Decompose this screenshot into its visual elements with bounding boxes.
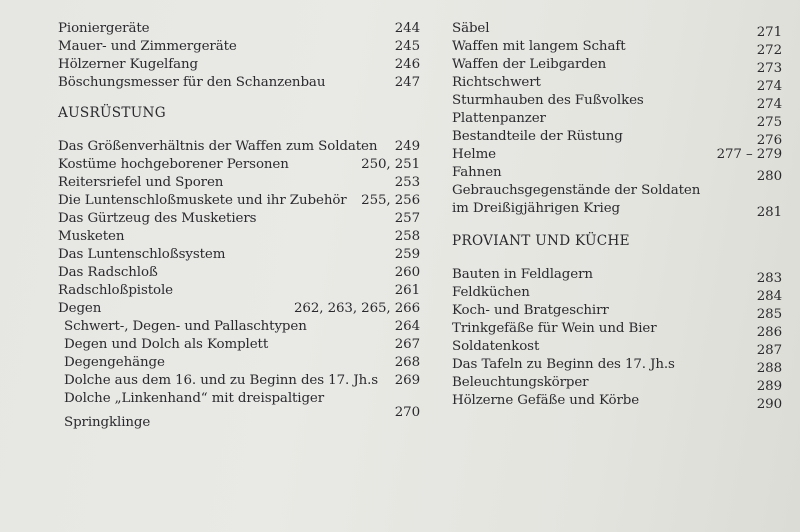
toc-entry <box>452 128 782 146</box>
toc-entry <box>58 20 420 38</box>
entry-title: Radschloßpistole <box>58 283 174 298</box>
entry-page: 281 <box>756 205 782 220</box>
entry-page: 276 <box>756 133 782 148</box>
entry-title: Böschungsmesser für den Schanzenbau <box>58 75 326 90</box>
entry-title: Koch- und Bratgeschirr <box>452 303 609 318</box>
toc-entry <box>58 38 420 56</box>
entry-page: 277 – 279 <box>716 147 782 162</box>
toc-entry <box>58 156 420 174</box>
entry-page: 264 <box>394 319 420 334</box>
toc-entry <box>58 318 420 336</box>
entry-title: Hölzerne Gefäße und Körbe <box>452 393 640 408</box>
entry-title: Das Radschloß <box>58 265 158 280</box>
entry-page: 249 <box>394 139 420 154</box>
toc-section-proviant <box>452 266 782 410</box>
toc-entry <box>58 210 420 228</box>
entry-page: 274 <box>756 97 782 112</box>
entry-title: Pioniergeräte <box>58 21 150 36</box>
entry-title: Degengehänge <box>64 355 165 370</box>
entry-page: 245 <box>394 39 420 54</box>
entry-title: Degen <box>58 301 102 316</box>
section-heading-ausruestung: AUSRÜSTUNG <box>58 105 166 121</box>
toc-column-left <box>58 20 420 430</box>
entry-page: 260 <box>394 265 420 280</box>
entry-page: 288 <box>756 361 782 376</box>
entry-title: Waffen der Leibgarden <box>452 57 607 72</box>
entry-page: 253 <box>394 175 420 190</box>
toc-entry <box>452 356 782 374</box>
toc-entry <box>58 282 420 300</box>
entry-title: Das Gürtzeug des Musketiers <box>58 211 257 226</box>
toc-entry <box>452 284 782 302</box>
entry-title-line2: Springklinge <box>64 415 151 430</box>
entry-page: 285 <box>756 307 782 322</box>
toc-entry <box>58 138 420 156</box>
entry-title: Mauer- und Zimmergeräte <box>58 39 237 54</box>
entry-title: Fahnen <box>452 165 502 180</box>
entry-page: 250, 251 <box>361 157 420 172</box>
toc-entry <box>452 374 782 392</box>
entry-page: 280 <box>756 169 782 184</box>
entry-page: 287 <box>756 343 782 358</box>
entry-title: Die Luntenschloßmuskete und ihr Zubehör <box>58 193 347 208</box>
entry-page: 271 <box>756 25 782 40</box>
toc-entry <box>452 164 782 182</box>
toc-entry <box>58 56 420 74</box>
entry-title: Das Luntenschloßsystem <box>58 247 226 262</box>
entry-page: 273 <box>756 61 782 76</box>
entry-page: 286 <box>756 325 782 340</box>
entry-page: 283 <box>756 271 782 286</box>
toc-entry <box>58 74 420 92</box>
toc-entry <box>58 264 420 282</box>
toc-entry <box>452 20 782 38</box>
entry-page: 289 <box>756 379 782 394</box>
entry-title: Soldatenkost <box>452 339 540 354</box>
entry-title: Plattenpanzer <box>452 111 546 126</box>
entry-page: 267 <box>394 337 420 352</box>
entry-page: 258 <box>394 229 420 244</box>
entry-title: Musketen <box>58 229 125 244</box>
entry-title: Sturmhauben des Fußvolkes <box>452 93 644 108</box>
entry-title: Das Größenverhältnis der Waffen zum Soldaten <box>58 139 378 154</box>
toc-entry <box>452 302 782 320</box>
toc-entry <box>58 372 420 390</box>
toc-entry <box>452 338 782 356</box>
entry-title: Degen und Dolch als Komplett <box>64 337 269 352</box>
toc-section-ausruestung <box>58 138 420 430</box>
section-heading-proviant: PROVIANT UND KÜCHE <box>452 233 630 249</box>
entry-page: 274 <box>756 79 782 94</box>
toc-entry <box>452 56 782 74</box>
entry-page: 270 <box>394 405 420 420</box>
toc-entry <box>58 174 420 192</box>
toc-entry <box>58 336 420 354</box>
toc-entry <box>452 92 782 110</box>
entry-title: Waffen mit langem Schaft <box>452 39 626 54</box>
toc-entry <box>452 110 782 128</box>
toc-entry <box>452 266 782 284</box>
toc-entry <box>452 74 782 92</box>
entry-page: 255, 256 <box>361 193 420 208</box>
entry-page: 244 <box>394 21 420 36</box>
entry-title: Schwert-, Degen- und Pallaschtypen <box>64 319 307 334</box>
entry-page: 262, 263, 265, 266 <box>294 301 420 316</box>
entry-title: Bestandteile der Rüstung <box>452 129 623 144</box>
entry-title: Bauten in Feldlagern <box>452 267 593 282</box>
entry-page: 261 <box>394 283 420 298</box>
entry-title-line1: Gebrauchsgegenstände der Soldaten <box>452 183 701 198</box>
toc-entry <box>58 228 420 246</box>
entry-page: 268 <box>394 355 420 370</box>
toc-entry <box>452 392 782 410</box>
toc-entry <box>58 246 420 264</box>
entry-page: 269 <box>394 373 420 388</box>
entry-page: 290 <box>756 397 782 412</box>
entry-title: Kostüme hochgeborener Personen <box>58 157 289 172</box>
entry-title: Dolche aus dem 16. und zu Beginn des 17. Jh.s <box>64 373 379 388</box>
entry-title: Richtschwert <box>452 75 541 90</box>
toc-entry <box>58 300 420 318</box>
toc-entry <box>452 146 782 164</box>
entry-page: 257 <box>394 211 420 226</box>
toc-entry <box>452 320 782 338</box>
entry-title: Trinkgefäße für Wein und Bier <box>452 321 657 336</box>
toc-entry <box>58 354 420 372</box>
entry-title: Säbel <box>452 21 490 36</box>
toc-section-weapons <box>452 20 782 218</box>
entry-title: Feldküchen <box>452 285 530 300</box>
entry-page: 275 <box>756 115 782 130</box>
toc-entry-wrapped <box>452 182 782 218</box>
entry-title: Hölzerner Kugelfang <box>58 57 198 72</box>
entry-title: Das Tafeln zu Beginn des 17. Jh.s <box>452 357 675 372</box>
entry-title: Beleuchtungskörper <box>452 375 589 390</box>
entry-title: Helme <box>452 147 497 162</box>
entry-title-line1: Dolche „Linkenhand“ mit dreispaltiger <box>64 391 325 406</box>
entry-page: 246 <box>394 57 420 72</box>
entry-page: 284 <box>756 289 782 304</box>
entry-title-line2: im Dreißigjährigen Krieg <box>452 201 620 216</box>
toc-entry <box>452 38 782 56</box>
entry-page: 247 <box>394 75 420 90</box>
toc-section-pioneer <box>58 20 420 92</box>
toc-column-right <box>452 20 782 410</box>
entry-page: 259 <box>394 247 420 262</box>
toc-entry-wrapped <box>58 390 420 430</box>
entry-title: Reitersriefel und Sporen <box>58 175 224 190</box>
entry-page: 272 <box>756 43 782 58</box>
toc-entry <box>58 192 420 210</box>
